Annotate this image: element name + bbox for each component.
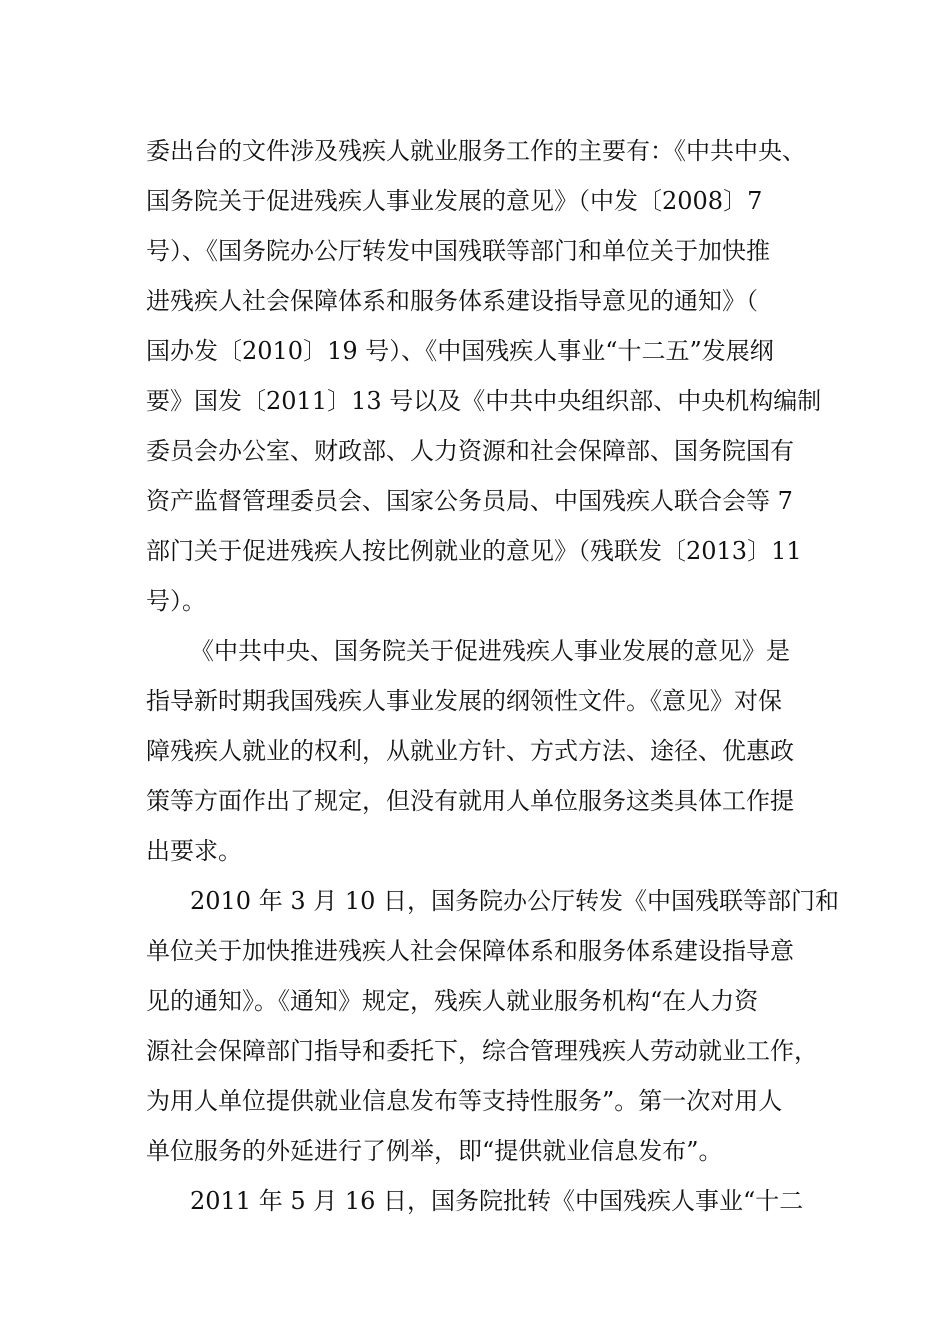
text-line: 部门关于促进残疾人按比例就业的意见》（残联发〔2013〕11 <box>146 537 802 565</box>
text-line: 单位关于加快推进残疾人社会保障体系和服务体系建设指导意 <box>146 937 794 965</box>
text-line: 为用人单位提供就业信息发布等支持性服务”。第一次对用人 <box>146 1087 783 1115</box>
text-line: 号）。 <box>146 587 206 615</box>
text-line: 进残疾人社会保障体系和服务体系建设指导意见的通知》（ <box>146 287 758 315</box>
text-line: 要》国发〔2011〕13 号以及《中共中央组织部、中央机构编制 <box>146 387 822 415</box>
text-line: 策等方面作出了规定，但没有就用人单位服务这类具体工作提 <box>146 787 794 815</box>
text-line: 委员会办公室、财政部、人力资源和社会保障部、国务院国有 <box>146 437 794 465</box>
text-line: 2010 年 3 月 10 日，国务院办公厅转发《中国残联等部门和 <box>190 887 840 915</box>
text-line: 见的通知》。《通知》规定，残疾人就业服务机构“在人力资 <box>146 987 759 1015</box>
text-line: 2011 年 5 月 16 日，国务院批转《中国残疾人事业“十二 <box>190 1187 804 1215</box>
text-line: 单位服务的外延进行了例举，即“提供就业信息发布”。 <box>146 1137 723 1165</box>
text-line: 国务院关于促进残疾人事业发展的意见》（中发〔2008〕7 <box>146 187 763 215</box>
text-line: 《中共中央、国务院关于促进残疾人事业发展的意见》是 <box>190 637 790 665</box>
text-line: 指导新时期我国残疾人事业发展的纲领性文件。《意见》对保 <box>146 687 782 715</box>
text-line: 源社会保障部门指导和委托下，综合管理残疾人劳动就业工作， <box>146 1037 818 1065</box>
text-line: 号）、《国务院办公厅转发中国残联等部门和单位关于加快推 <box>146 237 770 265</box>
text-line: 障残疾人就业的权利，从就业方针、方式方法、途径、优惠政 <box>146 737 794 765</box>
text-line: 出要求。 <box>146 837 242 865</box>
text-line: 委出台的文件涉及残疾人就业服务工作的主要有：《中共中央、 <box>146 137 806 165</box>
text-line: 资产监督管理委员会、国家公务员局、中国残疾人联合会等 7 <box>146 487 793 515</box>
text-line: 国办发〔2010〕19 号）、《中国残疾人事业“十二五”发展纲 <box>146 337 774 365</box>
